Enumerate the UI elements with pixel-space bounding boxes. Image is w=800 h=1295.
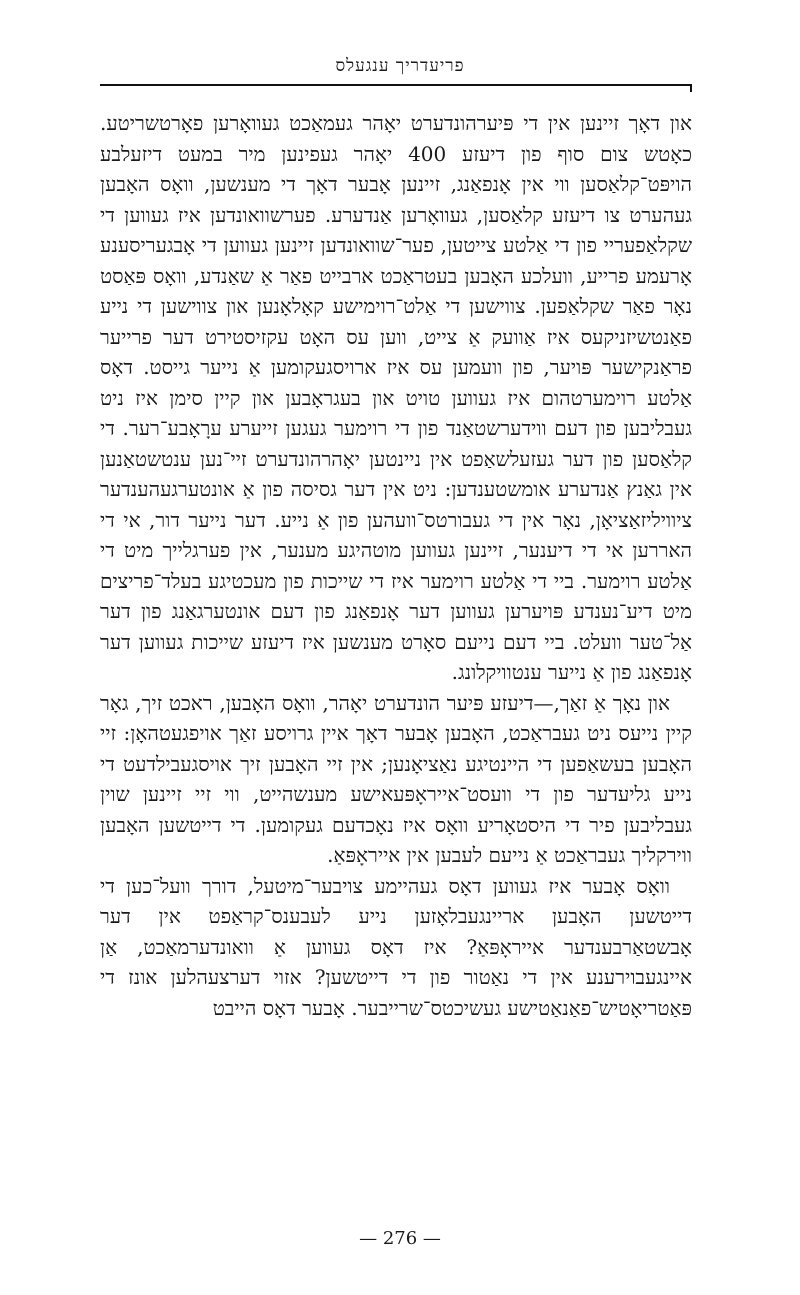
- running-head-title: פריעדריך ענגעלס: [335, 56, 465, 76]
- paragraph-1: און דאָך זיינען אין די פּיערהונדערט יאָהר געמאַכט געוואָרען פאָרטשריטע. כאָטש צום סוף פון דיעזע 400 יאָהר געפינען מיר במעט דיזעלבע הויפּט־קלאַסען ווי אין אָנפאַנג, זיינען אָבער דאָך די מענשען, וואָס האָבען געהערט צו דיעזע קלאַסען, געוואָרען אַנדערע. פערשוואונדען איז געווען די שקלאַפעריי פון די אַלטע צייטען, פער־שוואונדען זיינען געווען די אָבגעריסענע אָרעמע פרייע, וועלכע האָבען בעטראַכט ארבייט פאַר אַ שאַנדע, וואָס פּאַסט נאָר פאַר שקלאַפען. צווישען די אַלט־רוימישע קאָלאָנען און צווישען די נייע פאַנטשיזניקעס איז אַוועק אַ צייט, ווען עס האָט עקזיסטירט דער פרייער פראַנקישער פּויער, פון וועמען עס איז ארויסגעקומען אַ נייער גייסט. דאָס אַלטע רוימערטהום איז געווען טויט און בעגראָבען און קיין סימן איז ניט געבליבען פון דעם ווידערשטאַנד פון די רוימער געגען זייערע ערָאָבע־רער. די קלאַסען פון דער געזעלשאַפט אין ניינטען יאָהרהונדערט זיי־נען ענטשטאַנען אין גאַנץ אַנדערע אומשטענדען: ניט אין דער גסיסה פון אַ אונטערגעהענדער ציוויליזאַציאָן, נאָר אין די געבורטס־וועהען פון אַ נייע. דער נייער דור, אי די האררען אי די דיענער, זיינען געווען מוטהיגע מענער, אין פערגלייך מיט די אַלטע רוימער. ביי די אַלטע רוימער איז די שייכות פון מעכטיגע בעלד־פריצים מיט דיע־נענדע פּויערען געווען דער אָנפאַנג פון דעם אונטערגאַנג פון דער אַל־טער וועלט. ביי דעם נייעם סאָרט מענשען איז דיעזע שייכות געווען דער אָנפאַנג פון אַ נייער ענטוויקלונג.: [100, 111, 693, 684]
- page-number: — 276 —: [359, 1228, 441, 1249]
- paragraph-2: און נאָך אַ זאַך,—דיעזע פּיער הונדערט יאָהר, וואָס האָבען, ראכט זיך, גאָר קיין נייעס ניט געבראַכט, האָבען אָבער דאָך איין גרויסע זאַך אויפגעטהאָן: זיי האָבען בעשאַפען די היינטיגע נאַציאָנען; אין זיי האָבען זיך אויסגעבילדעט די נייע גליעדער פון די וועסט־אייראָפּעאישע מענשהייט, ווי זיי זיינען שוין געבליבען פיר די היסטאָריע וואָס איז נאָכדעם געקומען. די דייטשען האָבען ווירקליך געבראַכט אַ נייעם לעבען אין אייראָפּאַ.: [100, 690, 692, 867]
- paragraph-3: וואָס אָבער איז געווען דאָס געהיימע צויבער־מיטעל, דורך וועל־כען די דייטשען האָבען אריינגעבלאָזען נייע לעבענס־קראַפט אין דער אָבשטאַרבענדער אייראָפּאַ? איז דאָס געווען אַ וואונדערמאַכט, אַן איינגעבוירענע אין די נאַטור פון די דייטשען? אזוי דערצעהלען אונז די פּאַטריאָטיש־פאַנאַטישע געשיכטס־שרייבער. אָבער דאָס הייבט: [100, 873, 692, 1020]
- body-text: [100, 108, 692, 1023]
- header-rule-tick: [690, 84, 692, 92]
- header-rule: [100, 84, 692, 86]
